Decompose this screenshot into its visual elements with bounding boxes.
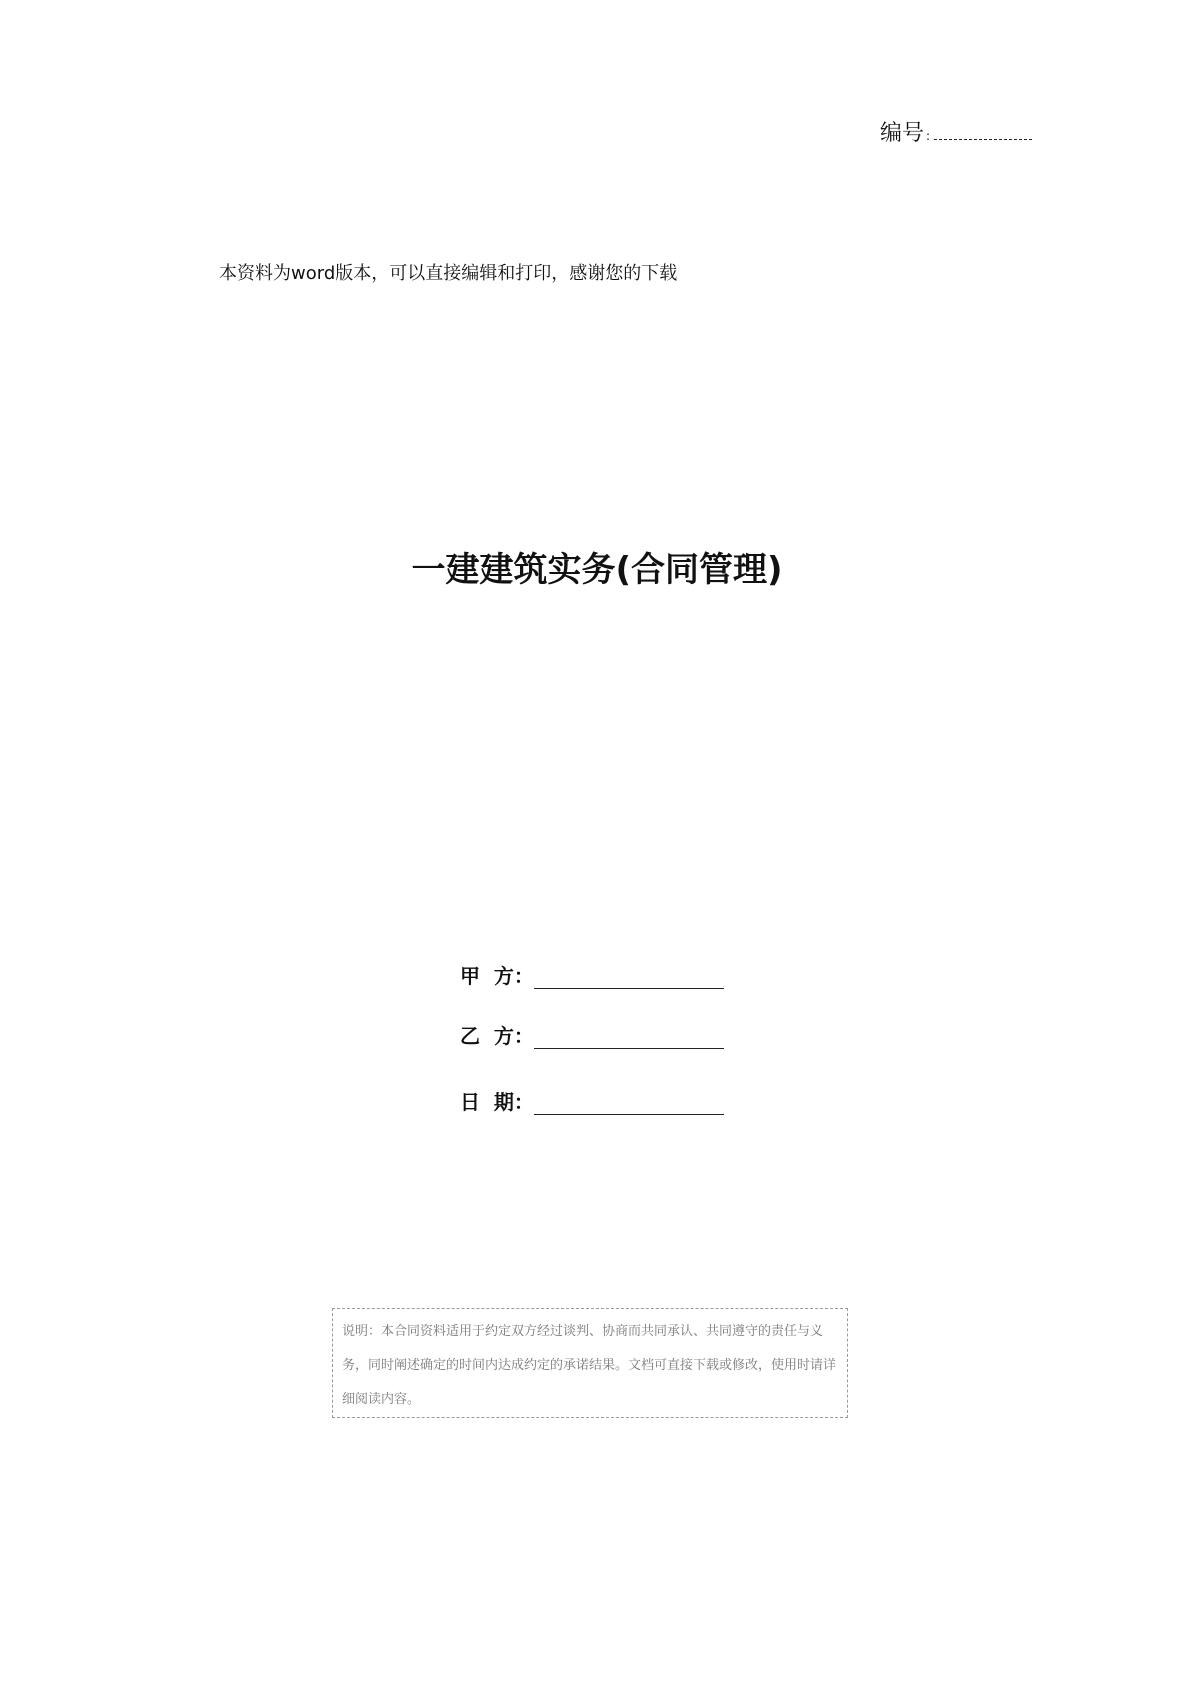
serial-blank[interactable] [934, 139, 1032, 140]
serial-colon: : [926, 129, 931, 143]
document-title: 一建建筑实务(合同管理) [411, 550, 783, 590]
serial-number [880, 116, 1032, 147]
date-row [460, 1086, 724, 1115]
download-notice: 本资料为word版本，可以直接编辑和打印，感谢您的下载 [219, 263, 678, 284]
serial-label: 编号 [880, 121, 925, 146]
date-blank[interactable] [534, 1094, 724, 1115]
party-b-label: 乙 方： [460, 1024, 534, 1048]
party-b-row [460, 1020, 724, 1049]
party-a-blank[interactable] [534, 968, 724, 989]
party-a-row [460, 960, 724, 989]
party-a-label: 甲 方： [460, 964, 534, 988]
party-b-blank[interactable] [534, 1028, 724, 1049]
description-box: 说明：本合同资料适用于约定双方经过谈判、协商而共同承认、共同遵守的责任与义务，同时阐述确定的时间内达成约定的承诺结果。文档可直接下载或修改，使用时请详细阅读内容。 [332, 1308, 848, 1418]
date-label: 日 期： [460, 1090, 534, 1114]
